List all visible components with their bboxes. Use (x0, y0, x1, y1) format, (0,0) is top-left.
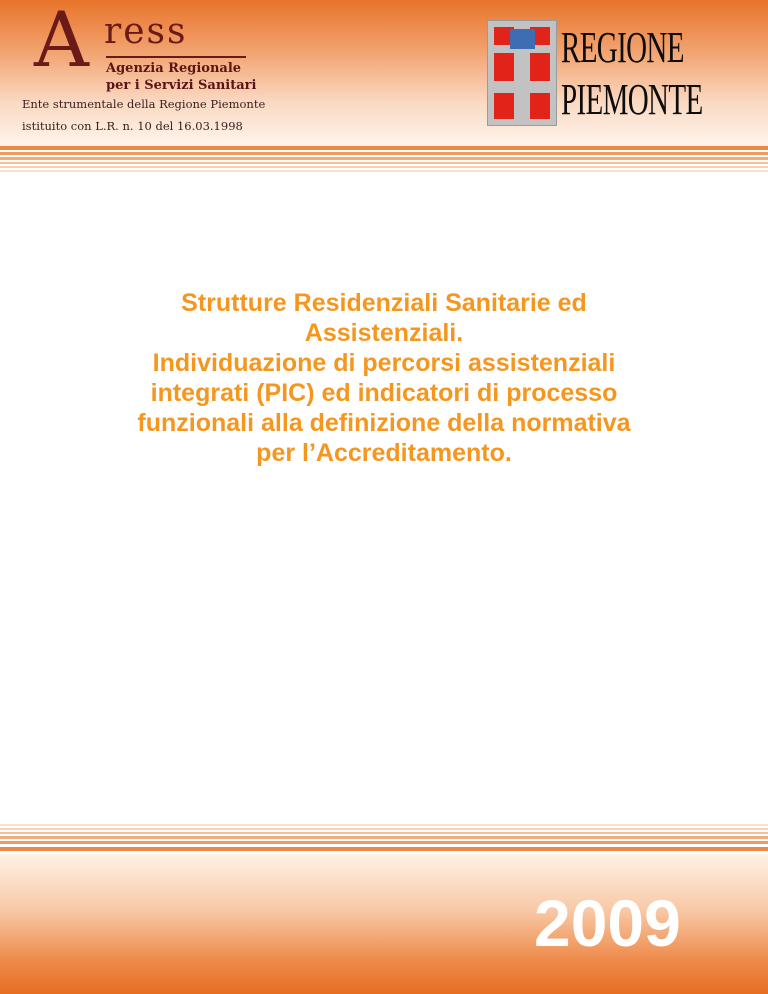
aress-logo-rule (106, 56, 246, 58)
ente-line-1: Ente strumentale della Regione Piemonte (22, 97, 266, 111)
document-title (40, 288, 728, 468)
aress-logo (34, 0, 294, 93)
aress-agency-line2: per i Servizi Sanitari (106, 78, 257, 93)
title-line: integrati (PIC) ed indicatori di processo (150, 379, 618, 407)
footer-divider-stripes (0, 824, 768, 854)
aress-logo-word: ress (104, 11, 188, 52)
title-line: per l’Accreditamento. (256, 439, 512, 467)
piemonte-shield-icon (487, 20, 557, 126)
regione-piemonte-logo (487, 18, 719, 126)
header-divider-stripes (0, 146, 768, 176)
regione-logo-line2: PIEMONTE (561, 75, 703, 124)
publication-year: 2009 (534, 886, 681, 960)
header-band (0, 0, 768, 146)
aress-agency-line1: Agenzia Regionale (106, 61, 242, 76)
title-line: Assistenziali. (304, 319, 464, 347)
regione-logo-line1: REGIONE (561, 23, 684, 72)
title-line: funzionali alla definizione della normativa (137, 409, 631, 437)
title-line: Strutture Residenziali Sanitarie ed (181, 289, 587, 317)
aress-logo-letter: A (34, 0, 89, 84)
title-line: Individuazione di percorsi assistenziali (152, 349, 616, 377)
ente-line-2: istituito con L.R. n. 10 del 16.03.1998 (22, 119, 243, 133)
